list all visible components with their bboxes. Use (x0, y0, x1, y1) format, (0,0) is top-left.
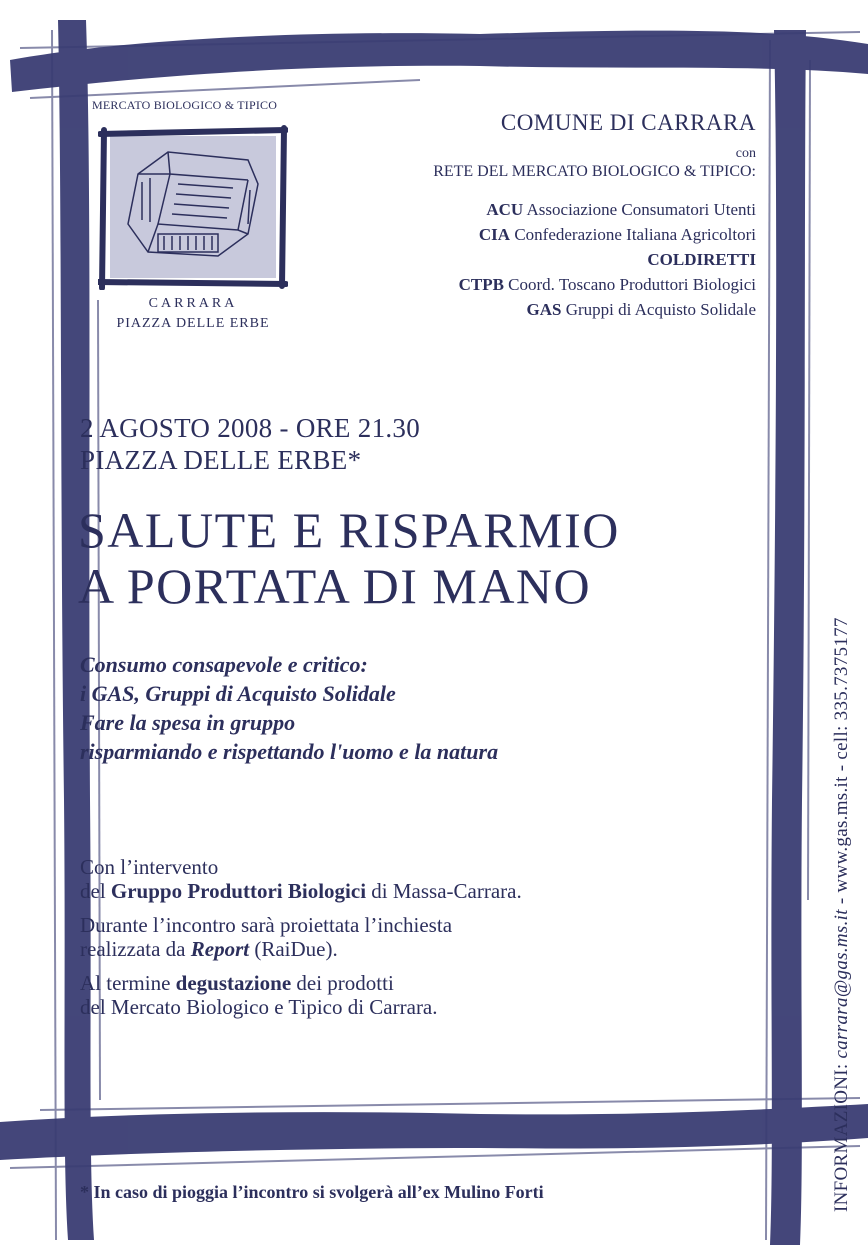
contact-rest: - www.gas.ms.it - cell: 335.7375177 (831, 617, 852, 910)
rain-notice: * In caso di pioggia l’incontro si svolgerà all’ex Mulino Forti (80, 1182, 544, 1202)
contact-email[interactable]: carrara@gas.ms.it (831, 909, 852, 1059)
market-logo (88, 98, 298, 331)
member-coldiretti: COLDIRETTI (647, 250, 756, 269)
event-place: PIAZZA DELLE ERBE* (80, 445, 362, 475)
detail-paragraph-3: Al termine degustazione dei prodotti del Mercato Biologico e Tipico di Carrara. (80, 971, 438, 1019)
subtitle-line-2: i GAS, Gruppi di Acquisto Solidale (80, 681, 396, 706)
title-line-2: A PORTATA DI MANO (78, 558, 592, 614)
logo-city: CARRARA (148, 296, 238, 311)
event-details (80, 855, 700, 1029)
subtitle-line-1: Consumo consapevole e critico: (80, 652, 368, 677)
member-cia: CIA Confederazione Italiana Agricoltori (478, 225, 756, 244)
event-date-place (80, 412, 420, 476)
contact-info (831, 617, 853, 1212)
subtitle-line-3: Fare la spesa in gruppo (80, 710, 296, 735)
piazza-drawing-icon (98, 124, 288, 290)
comune-heading: COMUNE DI CARRARA (500, 110, 756, 135)
organizers-block (433, 110, 756, 322)
event-date: 2 AGOSTO 2008 - ORE 21.30 (80, 413, 421, 443)
contact-label: INFORMAZIONI: (831, 1058, 852, 1212)
event-subtitle (80, 650, 498, 766)
members-list (433, 197, 756, 322)
member-gas: GAS Gruppi di Acquisto Solidale (526, 300, 756, 319)
detail-paragraph-2: Durante l’incontro sarà proiettata l’inchiesta realizzata da Report (RaiDue). (80, 913, 453, 961)
detail-paragraph-1: Con l’intervento del Gruppo Produttori Biologici di Massa-Carrara. (80, 855, 522, 903)
event-title (78, 502, 620, 614)
member-acu: ACU Associazione Consumatori Utenti (486, 200, 756, 219)
subtitle-line-4: risparmiando e rispettando l'uomo e la natura (80, 739, 499, 764)
rete-heading: RETE DEL MERCATO BIOLOGICO & TIPICO: (433, 163, 756, 180)
member-ctpb: CTPB Coord. Toscano Produttori Biologici (458, 275, 756, 294)
logo-top-text: MERCATO BIOLOGICO & TIPICO (92, 98, 278, 112)
con-text: con (735, 146, 756, 161)
logo-place: PIAZZA DELLE ERBE (116, 316, 270, 331)
title-line-1: SALUTE E RISPARMIO (78, 502, 620, 558)
